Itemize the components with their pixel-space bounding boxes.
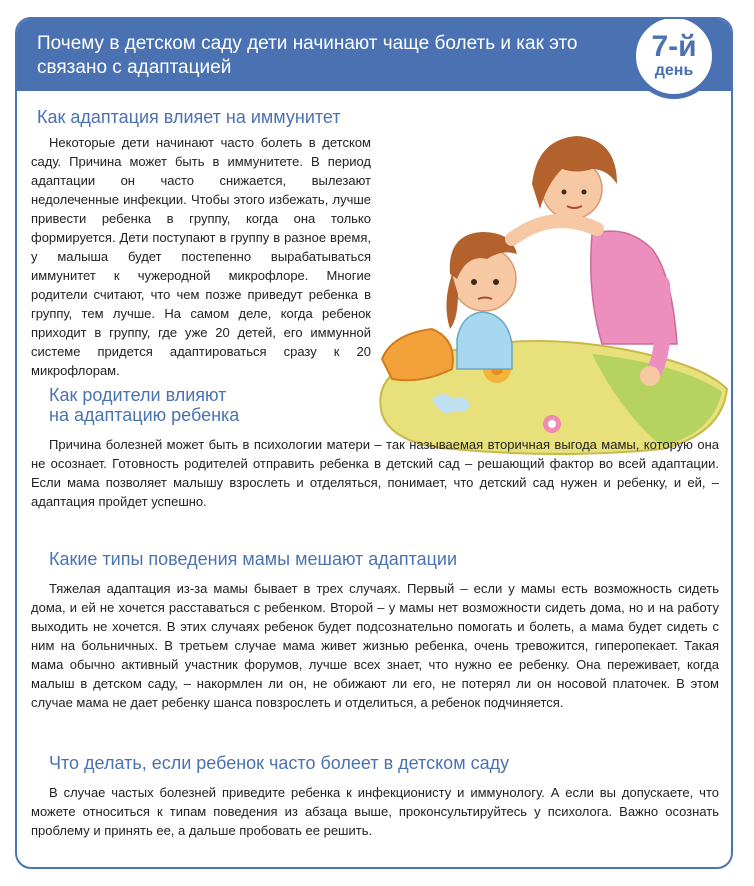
page-title: Почему в детском саду дети начинают чаще болеть и как это связано с адаптацией (37, 33, 578, 78)
section-heading-parents-line2: на адаптацию ребенка (49, 405, 240, 425)
section-heading-what-to-do: Что делать, если ребенок часто болеет в детском саду (49, 753, 510, 773)
day-number: 7-й (651, 30, 697, 63)
section-text-what-to-do: В случае частых болезней приведите ребенка к инфекционисту и иммунологу. А если вы допускаете, что можете относиться к типам поведения из абзаца выше, проконсультируйтесь у психолога. Важно осознать проблему и принять ее, а дальше пробовать ее решить. (31, 785, 719, 838)
section-text-parents: Причина болезней может быть в психологии матери – так называемая вторичная выгода мамы, которую она не осознает. Готовность родителей отправить ребенка в детский сад – решающий фактор во всей адаптации. Если мама позволяет малышу взрослеть и отделяться, понимает, что детский сад нужен и ребенку, и ей, – адаптация пройдет успешно. (31, 437, 719, 509)
mother-child-illustration (362, 114, 732, 459)
section-text-behavior: Тяжелая адаптация из-за мамы бывает в трех случаях. Первый – если у мамы есть возможность сидеть дома, и ей не хочется расставаться с ребенком. Второй – у мамы нет возможности сидеть дома, но и на работу выходить не хочется. В этих случаях ребенок будет подсознательно помогать и болеть, а мама будет сидеть с ним на больничных. В третьем случае мама живет жизнью ребенка, очень тревожится, гиперопекает. Такая мама обычно активный участник форумов, лучше всех знает, что нужно ее ребенку. Она переживает, когда малыш в детском саду, – накормлен ли он, не обижают ли его, не потерял ли он носовой платочек. В этом случае мама не дает ребенку шанса повзрослеть и отделиться, а ребенок подчиняется. (31, 581, 719, 710)
section-heading-behavior: Какие типы поведения мамы мешают адаптации (49, 549, 458, 569)
section-text-immunity: Некоторые дети начинают часто болеть в детском саду. Причина может быть в иммунитете. В период адаптации он часто снижается, вылезают недолеченные инфекции. Чтобы этого избежать, лучше привести ребенка в группу, когда она только формируется. Дети поступают в группу в разное время, у малыша будет постепенно вырабатываться иммунитет к чужеродной микрофлоре. Многие родители считают, что чем позже приведут ребенка в группу, тем лучше. На самом деле, когда ребенок приходит в группу, где уже 20 детей, его иммунной системе придется адаптироваться сразу к 20 микрофлорам. (31, 135, 371, 378)
day-word: день (654, 62, 694, 79)
header-bar (17, 19, 731, 91)
section-heading-immunity: Как адаптация влияет на иммунитет (37, 107, 341, 127)
section-heading-parents (49, 385, 349, 425)
section-heading-parents-line1: Как родители влияют (49, 385, 227, 405)
article-card (15, 17, 733, 869)
day-badge (631, 17, 717, 99)
